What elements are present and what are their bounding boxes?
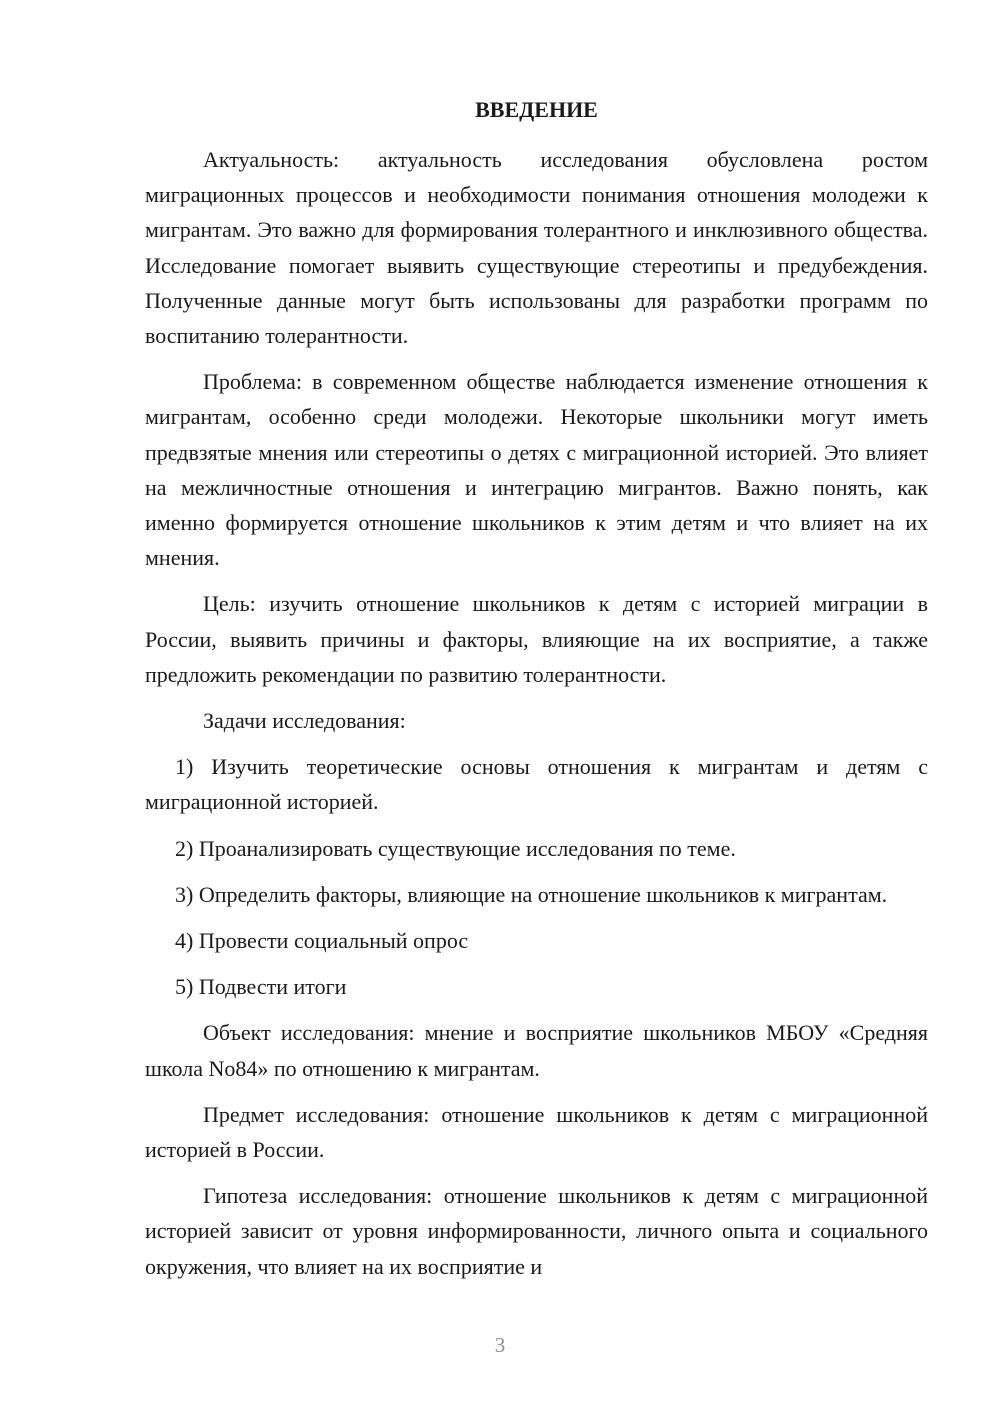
relevance-paragraph: Актуальность: актуальность исследования обусловлена ростом миграционных процессов и необходимости понимания отношения молодежи к мигрантам. Это важно для формирования толерантного и инклюзивного общества. Исследование помогает выявить существующие стереотипы и предубеждения. Полученные данные могут быть использованы для разработки программ по воспитанию толерантности. <box>145 147 928 349</box>
subject-paragraph: Предмет исследования: отношение школьников к детям с миграционной историей в России. <box>145 1101 928 1163</box>
task-item: 4) Провести социальный опрос <box>175 928 469 954</box>
page-number: 3 <box>494 1333 506 1357</box>
goal-paragraph: Цель: изучить отношение школьников к детям с историей миграции в России, выявить причины и факторы, влияющие на их восприятие, а также предложить рекомендации по развитию толерантности. <box>145 591 928 687</box>
task-item: 2) Проанализировать существующие исследования по теме. <box>175 835 736 861</box>
task-item: 5) Подвести итоги <box>175 974 347 1000</box>
hypothesis-paragraph: Гипотеза исследования: отношение школьников к детям с миграционной историей зависит от уровня информированности, личного опыта и социального окружения, что влияет на их восприятие и <box>145 1183 928 1279</box>
task-item: 3) Определить факторы, влияющие на отношение школьников к мигрантам. <box>175 881 888 907</box>
document-page <box>145 92 928 1284</box>
tasks-heading: Задачи исследования: <box>203 708 406 734</box>
section-title: ВВЕДЕНИЕ <box>475 97 598 122</box>
problem-paragraph: Проблема: в современном обществе наблюдается изменение отношения к мигрантам, особенно среди молодежи. Некоторые школьники могут иметь предвзятые мнения или стереотипы о детях с миграционной историей. Это влияет на межличностные отношения и интеграцию мигрантов. Важно понять, как именно формируется отношение школьников к этим детям и что влияет на их мнения. <box>145 369 928 571</box>
object-paragraph: Объект исследования: мнение и восприятие школьников МБОУ «Средняя школа No84» по отношению к мигрантам. <box>145 1020 928 1081</box>
task-item: 1) Изучить теоретические основы отношения к мигрантам и детям с миграционной историей. <box>145 754 928 815</box>
